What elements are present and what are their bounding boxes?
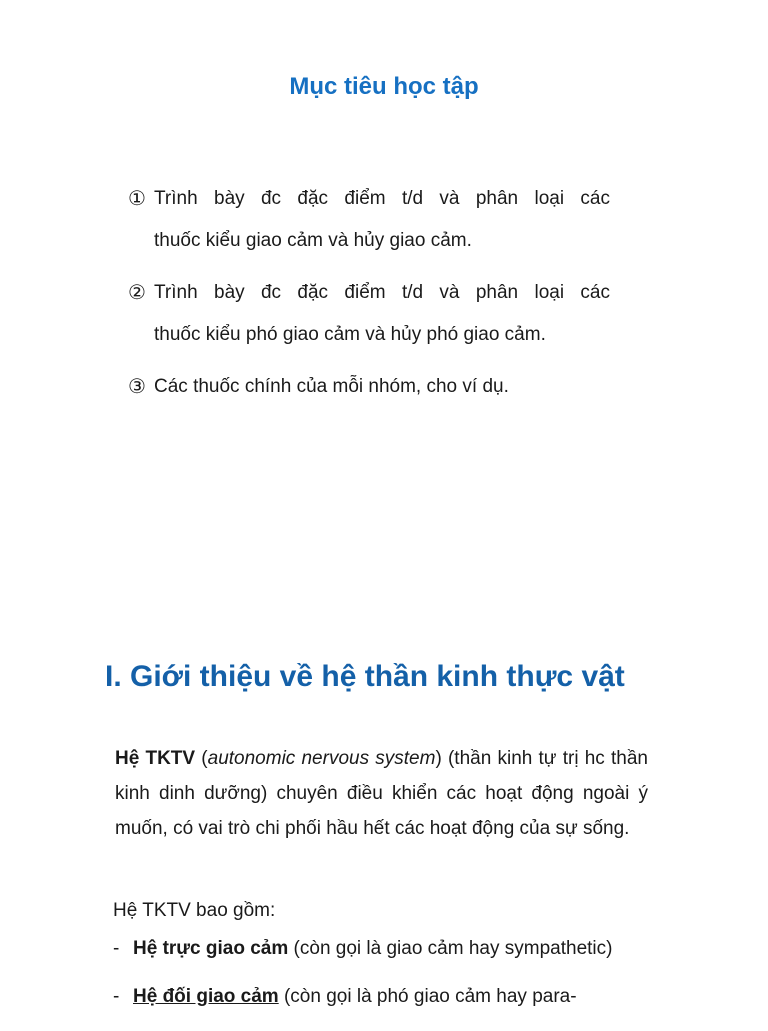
bullet-dash: - — [113, 938, 120, 959]
includes-label: Hệ TKTV bao gồm: — [113, 900, 276, 921]
intro-open: ( — [195, 748, 208, 769]
page-title: Mục tiêu học tập — [289, 73, 479, 100]
objective-line: Trình bày đc đặc điểm t/d và phân loại các — [154, 282, 610, 303]
objectives-list — [128, 178, 610, 418]
objective-line: thuốc kiểu phó giao cảm và hủy phó giao cảm. — [154, 324, 546, 345]
bullet-term: Hệ đối giao cảm — [133, 986, 279, 1007]
bullet-text — [133, 983, 649, 1011]
objective-item — [128, 272, 610, 356]
system-bullet-list — [113, 935, 649, 1031]
objective-text — [154, 272, 610, 356]
objective-text — [154, 178, 610, 262]
objective-line: Trình bày đc đặc điểm t/d và phân loại các — [154, 188, 610, 209]
intro-rest: ) (thần kinh tự trị hc thần kinh dinh dưỡng) chuyên điều khiển các hoạt động ngoài ý muốn, có vai trò chi phối hầu hết các hoạt động của sự sống. — [115, 748, 648, 839]
objective-number: ② — [128, 282, 146, 304]
bullet-rest: (còn gọi là giao cảm hay sympathetic) — [288, 938, 613, 959]
list-item — [113, 983, 649, 1011]
intro-paragraph — [115, 741, 648, 846]
objective-number: ③ — [128, 376, 146, 398]
bullet-term: Hệ trực giao cảm — [133, 938, 289, 959]
objective-text — [154, 366, 610, 408]
bullet-dash: - — [113, 986, 120, 1007]
objective-item — [128, 366, 610, 408]
objective-item — [128, 178, 610, 262]
objective-line: Các thuốc chính của mỗi nhóm, cho ví dụ. — [154, 376, 509, 397]
bullet-rest: (còn gọi là phó giao cảm hay para- — [278, 986, 577, 1007]
list-item — [113, 935, 649, 963]
intro-term: Hệ TKTV — [115, 748, 196, 769]
bullet-text — [133, 935, 649, 963]
objective-number: ① — [128, 188, 146, 210]
section-heading: I. Giới thiệu về hệ thần kinh thực vật — [105, 660, 625, 693]
objective-line: thuốc kiểu giao cảm và hủy giao cảm. — [154, 230, 472, 251]
intro-italic: autonomic nervous system — [207, 748, 436, 769]
